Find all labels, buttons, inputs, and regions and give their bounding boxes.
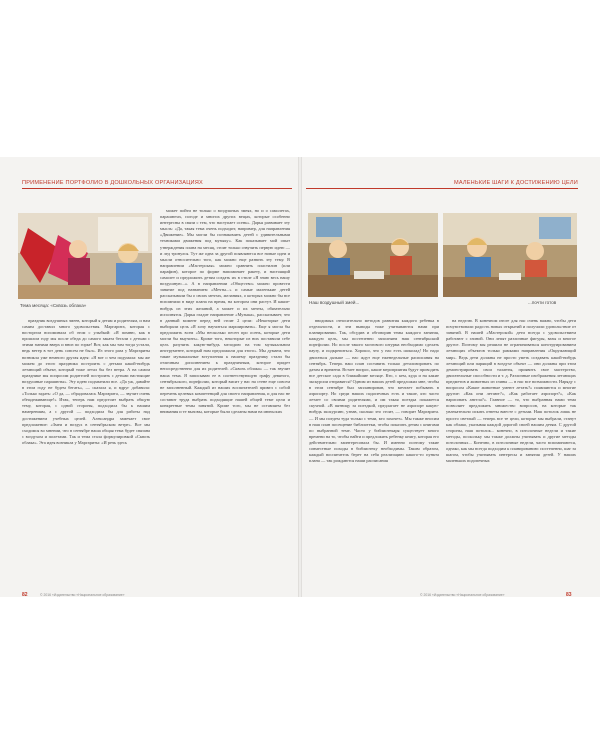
right-copyright: © 2016 «Издательство «Национальное образование» (420, 593, 505, 597)
text-column-4 (446, 318, 576, 586)
photo2-caption: Наш воздушный змей... (309, 300, 360, 305)
right-page-number: 83 (566, 592, 572, 598)
right-running-header: МАЛЕНЬКИЕ ШАГИ К ДОСТИЖЕНИЮ ЦЕЛИ (453, 180, 578, 186)
photo-children-crafting-2 (443, 213, 577, 297)
left-running-header: ПРИМЕНЕНИЕ ПОРТФОЛИО В ДОШКОЛЬНЫХ ОРГАНИЗАЦИЯХ (22, 180, 203, 186)
column-2-text: может пойти не только о воздушных змеях, но и о самолетах, парашютах, погоде и многих других вещах, которые особенно интересны в связи с тем, что наступает осень». Дарья развивает эту мысль: «Да, такая тема очень подходит, например, для направления «Движение». Мы могли бы познакомить детей с удивительными техниками движения под музыку». Как показывает мой опыт утверждения плана на месяц, стоит только озвучить первую идею — и лед тронулся. Тут же одна за другой появляются все новые идеи и мысли относительно того, как можно еще развить эту тему. В направлении «Мастерская» можно сравнить пластилин (или парафин), которое по форме напоминает ракету, и настоящий самолет и предложить детям создать их в стиле «Я знаю весь нашу воздушную...». А в направлении «Общество» можно провести занятие под названием «Мечты...» и самые маленькие детей рассказывали бы о своих мечтах, желаниях, о которых можно бы все вспомнили в виде плана на время, на котором они растут. И какие-нибудь из этих желаний, а может и их мечты, обязательно исполнятся. Дарья гладит направление «Музыка», рассказывает, что в данный момент перед ней стоит 2 цели: «Некоторые дети выбирали цель «Я хочу научиться маршировать». Еще я могла бы предложить всем «Мы несколько песен про осень, которые дети могли бы выучить». Кроме того, некоторые из них поставили себе цель разучить какую-нибудь мелодию на том музыкальном инструменте, который нам предложили для этого». Мы думаем, что такие музыкальные вступления к нашему празднику стали бы отличным дополнением к праздничным, которое придет непосредственно для их родителей. «Сквозь облака» — так звучит наша тема. Я записываю ее в соответствующую графу девятого, сентябрьского, портфолио, который висит у нас на стене еще совсем не заполненный. Каждый из наших воспитателей привел с собой перечень целевых компетенций для своего направления, и для нас не составит труда выбрать подходящие нашей общей теме цели и конкретные темы занятий. Кроме того, мы не оставляем без внимания и те вызовы, которые были сделаны нами на июньских (160, 208, 290, 415)
column-4-text: на неделю. В конечном итоге для нас очень важно, чтобы дети почувствовали радость новых открытий и получили удовольствие от занятий. В нашей «Мастерской» дети всегда с удовольствием работают с глиной. Они лепят различные фигуры, вазы и многое другое. Поэтому мы решили не ограничиваться конструированием летающих объектов только рамками направления «Окружающий мир». Ведь дети должны не просто уметь создавать какой-нибудь летающий или парящий в воздухе объект — они должны при этом демонстрировать свои таланты, проявить свое мастерство, двигательные способности и т. д. Различные изображения летающих предметов и животных из глины — в нас все возможности. Наряду с вопросом «Какие животные умеют летать?» появляются и многие другие: «Как они летают?», «Как работает аэропорт?», «Как нарисовать ангела?». Главное — то, что выбранная нами тема позволяет предложить множество вопросов, на которые так увлекательно искать ответы вместе с детьми. Наш потолок лишь не просто светлый — теперь все те цели, которые мы выбрали, станут как облако, указывая каждой дорогой своей нашим детям. С другой стороны, наш потолок... конечно, в потолочные недели и такие методы, поскольку мы также должны учитывать и другие методы потолочных... Конечно, в потолочные недели, часто вспоминаются, однако, как мы всегда подходим к планированию: постепенно, шаг за шагом, чтобы учитывать интересы и занятия детей. У наших маленьких подопечных (446, 318, 576, 464)
column-1-text: праздник воздушных змеев, который я детям и родителям, и нам самим доставил много удовольствия. Маргарита, которая с восторгом вспоминала об этом с улыбкой: «Я помню, как в прошлом году мы после обеда до самого заката бегали с детьми с этими змеями вверх и вниз по горке! Вот, как мы там тогда устали, ведь ветер в тот день совсем не был». Из этого раза у Маргариты возникла уже немного другая идея: «Я вот о чем подумала: мы же можем до этого праздника построить с детьми какой-нибудь летающий объект, который тоже летал бы без ветра. А на самом празднике мы попросим родителей построить с детьми настоящие воздушные парашюты». Эту идею подхватили все. «Да уж, давайте в этом году не будем бегать», — сказала я, и вдруг добавила: «Только задать: «О да, — обрадовалась Маргарита, — звучит очень обнадеживающе!» Итак, теперь нам предстоит выбрать общую тему, которая, с одной стороны, подходила бы к нашим намерениям, а с другой — подходила бы для работы над достижением учебных целей. Александра замечает свое предложение: «Змеи и воздух в сентябрьском ветре». Все мы сходимся во мнении, что в сентябре наша общая тема будет связана с воздухом и полетами. Так и тема стала формулировкой «Сквозь облака». Эта идея возникла у Маргариты: «И речь здесь (22, 318, 150, 445)
column-3-text: вводимых относительно методов развития каждого ребенка в отдельности, и эти выводы тоже учитываются нами при планировании. Так, обсудив и обговорив темы каждого занятия, каждую цель, мы постепенно заполняем наш сентябрьский портфолио. Но после такого мозгового штурма необходимо сделать паузу, и подкрепиться. Хорошо, что у нас есть шоколад! Но надо двигаться дальше — нас ждут еще еженедельные расписания на сентябрь. Теперь наш план составить только детализировать по датам и времени. Встает вопрос, какие мероприятия будут проводить все детское сада в ближайшие месяце. Кто, с кем, куда и на какие экскурсии отправятся? Одним из наших детей предложил мне, чтобы в этом сентябре был запланирован, что мечтает побывать в аэропорту. Но среди наших подопечных есть и такие, кто часто летает со своими родителями, и им такая поездка покажется скучной. «В пятницу за поездкой, предлагает не аэропорт какую-нибудь экскурсию, узнав, сколько это стоит, — говорит Маргарита. — И мы поедем туда только с теми, кто захочет». Мы также вносим в наш план посещение библиотеки, чтобы показать детям с книгами по выбранной теме. Часто у библиотекаря существует много времени на то, чтобы найти и предложить ребенку книгу, которая его действительно заинтересовала бы. И именно поэтому такие совместные походы в библиотеку необходимы. Таким образом, каждый воспитатель берет на себя реализацию какого-то пункта плана — так рождаются наши расписания (309, 318, 439, 464)
photo1-caption: Тема месяца: «Сквозь облака» (20, 303, 87, 308)
photo-children-kite (18, 213, 152, 299)
text-column-1 (22, 318, 150, 586)
left-copyright: © 2016 «Издательство «Национальное образование» (40, 593, 125, 597)
text-column-2 (160, 208, 290, 586)
photo-children-crafting-1 (308, 213, 438, 297)
photo3-caption: ...почти готов (528, 300, 557, 305)
right-header-rule (306, 188, 578, 189)
book-gutter (298, 157, 302, 597)
left-header-rule (22, 188, 292, 189)
text-column-3 (309, 318, 439, 586)
left-page-number: 82 (22, 592, 28, 598)
